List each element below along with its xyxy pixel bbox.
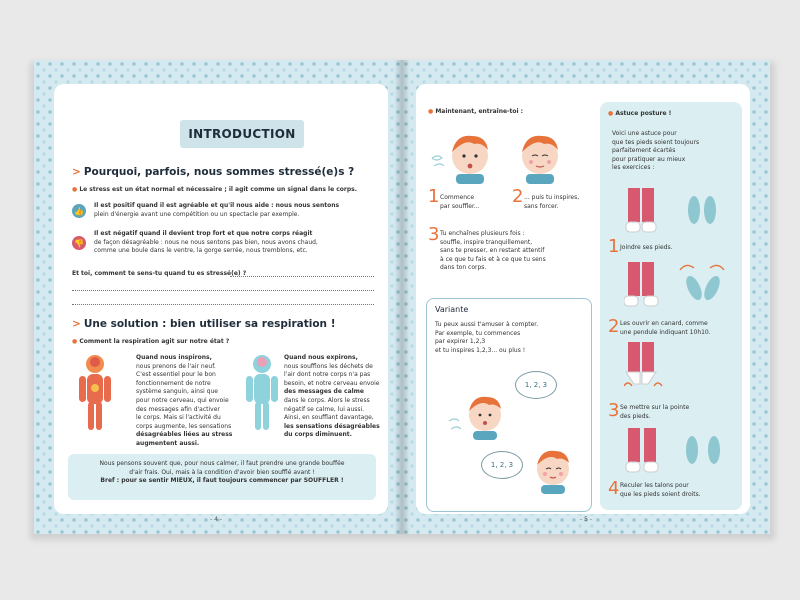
step-1-text: Commence par souffler... (440, 194, 480, 210)
thumbs-up-icon: 👍 (72, 204, 86, 218)
thumbs-down-icon: 👎 (72, 236, 86, 250)
posture-step-2: Les ouvrir en canard, comme une pendule indiquant 10h10. (620, 320, 711, 336)
feet-straight-illustration (624, 428, 734, 478)
inhale-column: Quand nous inspirons, nous prenons de l'air neuf. C'est essentiel pour le bon fonctionnement de notre système sanguin, ainsi que pour notre cerveau, qui envoie des messages afin d'activer le corps. Mais si l'activité du corps augmente, les sensations désagréables liées au stress augmentent aussi. (136, 354, 233, 447)
reflection-question: Et toi, comment te sens-tu quand tu es stressé(e) ? (72, 270, 247, 277)
variante-title: Variante (435, 305, 469, 314)
posture-panel (600, 102, 742, 510)
step-2-text: ... puis tu inspires, sans forcer. (524, 194, 580, 210)
heading-solution: > Une solution : bien utiliser sa respiration ! (72, 318, 336, 330)
title-banner (180, 120, 304, 148)
answer-line (230, 276, 374, 277)
left-page-content (54, 84, 388, 514)
page-number: - 4 - (210, 516, 222, 523)
feet-joined-illustration (624, 188, 734, 238)
bullet-icon: ● (428, 108, 436, 115)
step-number: 2 (608, 316, 620, 337)
thought-bubble: 1, 2, 3 (515, 371, 557, 399)
tiptoe-illustration (624, 342, 734, 402)
stress-intro: ● Le stress est un état normal et nécessaire ; il agit comme un signal dans le corps. (72, 186, 358, 193)
step-number: 2 (512, 186, 524, 207)
boy-counting-illustration (447, 381, 517, 441)
step-number: 1 (608, 236, 620, 257)
right-page-content (416, 84, 750, 514)
posture-intro: Voici une astuce pour que tes pieds soient toujours parfaitement écartés pour pratiquer au mieux les exercices : (612, 130, 700, 172)
posture-step-4: Reculer les talons pour que les pieds soient droits. (620, 482, 701, 498)
boy-counting-inhale-illustration (523, 439, 587, 499)
open-book (34, 60, 770, 534)
answer-line (72, 304, 374, 305)
step-number: 3 (428, 224, 440, 245)
chevron-marker-icon: > (72, 318, 81, 330)
boy-inhale-illustration (512, 128, 572, 186)
variante-box (426, 298, 592, 512)
bullet-icon: ● (72, 338, 80, 345)
page-title: INTRODUCTION (188, 127, 296, 141)
step-number: 4 (608, 478, 620, 499)
boy-exhale-illustration (430, 128, 496, 186)
step-3-text: Tu enchaînes plusieurs fois : souffle, inspire tranquillement, sans te presser, en restant attentif à ce que tu fais et à ce que tu sens dans ton corps. (440, 230, 546, 272)
heading-stress: > Pourquoi, parfois, nous sommes stressé(e)s ? (72, 166, 355, 178)
breathing-question: ● Comment la respiration agit sur notre état ? (72, 338, 230, 345)
page-number: - 5 - (580, 516, 592, 523)
answer-line (72, 290, 374, 291)
positive-stress-text: Il est positif quand il est agréable et qu'il nous aide : nous nous sentons plein d'énergie avant une compétition ou un spectacle par exemple. (94, 202, 340, 218)
summary-box: Nous pensons souvent que, pour nous calmer, il faut prendre une grande bouffée d'air frais. Oui, mais à la condition d'avoir bien soufflé avant ! Bref : pour se sentir MIEUX, il faut toujours commencer par SOUFFLER ! (68, 454, 376, 500)
thought-bubble: 1, 2, 3 (481, 451, 523, 479)
posture-step-3: Se mettre sur la pointe des pieds. (620, 404, 690, 420)
posture-title: ● Astuce posture ! (608, 110, 672, 117)
step-number: 1 (428, 186, 440, 207)
variante-text: Tu peux aussi t'amuser à compter. Par exemple, tu commences par expirer 1,2,3 et tu inspires 1,2,3... ou plus ! (435, 321, 539, 354)
step-number: 3 (608, 400, 620, 421)
posture-step-1: Joindre ses pieds. (620, 244, 673, 251)
exhale-column: Quand nous expirons, nous soufflons les déchets de l'air dont notre corps n'a pas besoin, et notre cerveau envoie des messages de calme dans le corps. Alors le stress négatif se calme, lui aussi. Ainsi, en soufflant davantage, les sensations désagréables du corps diminuent. (284, 354, 380, 439)
chevron-marker-icon: > (72, 166, 81, 178)
feet-open-illustration (624, 262, 734, 312)
right-page (402, 60, 770, 534)
negative-stress-text: Il est négatif quand il devient trop fort et que notre corps réagit de façon désagréable : nous ne nous sentons pas bien, nous avons chaud, comme une boule dans le ventre, la gorge serrée, nous tremblons, etc. (94, 230, 318, 255)
body-inhale-illustration (74, 352, 116, 432)
practice-heading: ● Maintenant, entraîne-toi : (428, 108, 524, 115)
bullet-icon: ● (608, 110, 616, 117)
bullet-icon: ● (72, 186, 80, 193)
body-exhale-illustration (242, 352, 282, 432)
left-page (34, 60, 402, 534)
book-gutter (394, 60, 410, 534)
